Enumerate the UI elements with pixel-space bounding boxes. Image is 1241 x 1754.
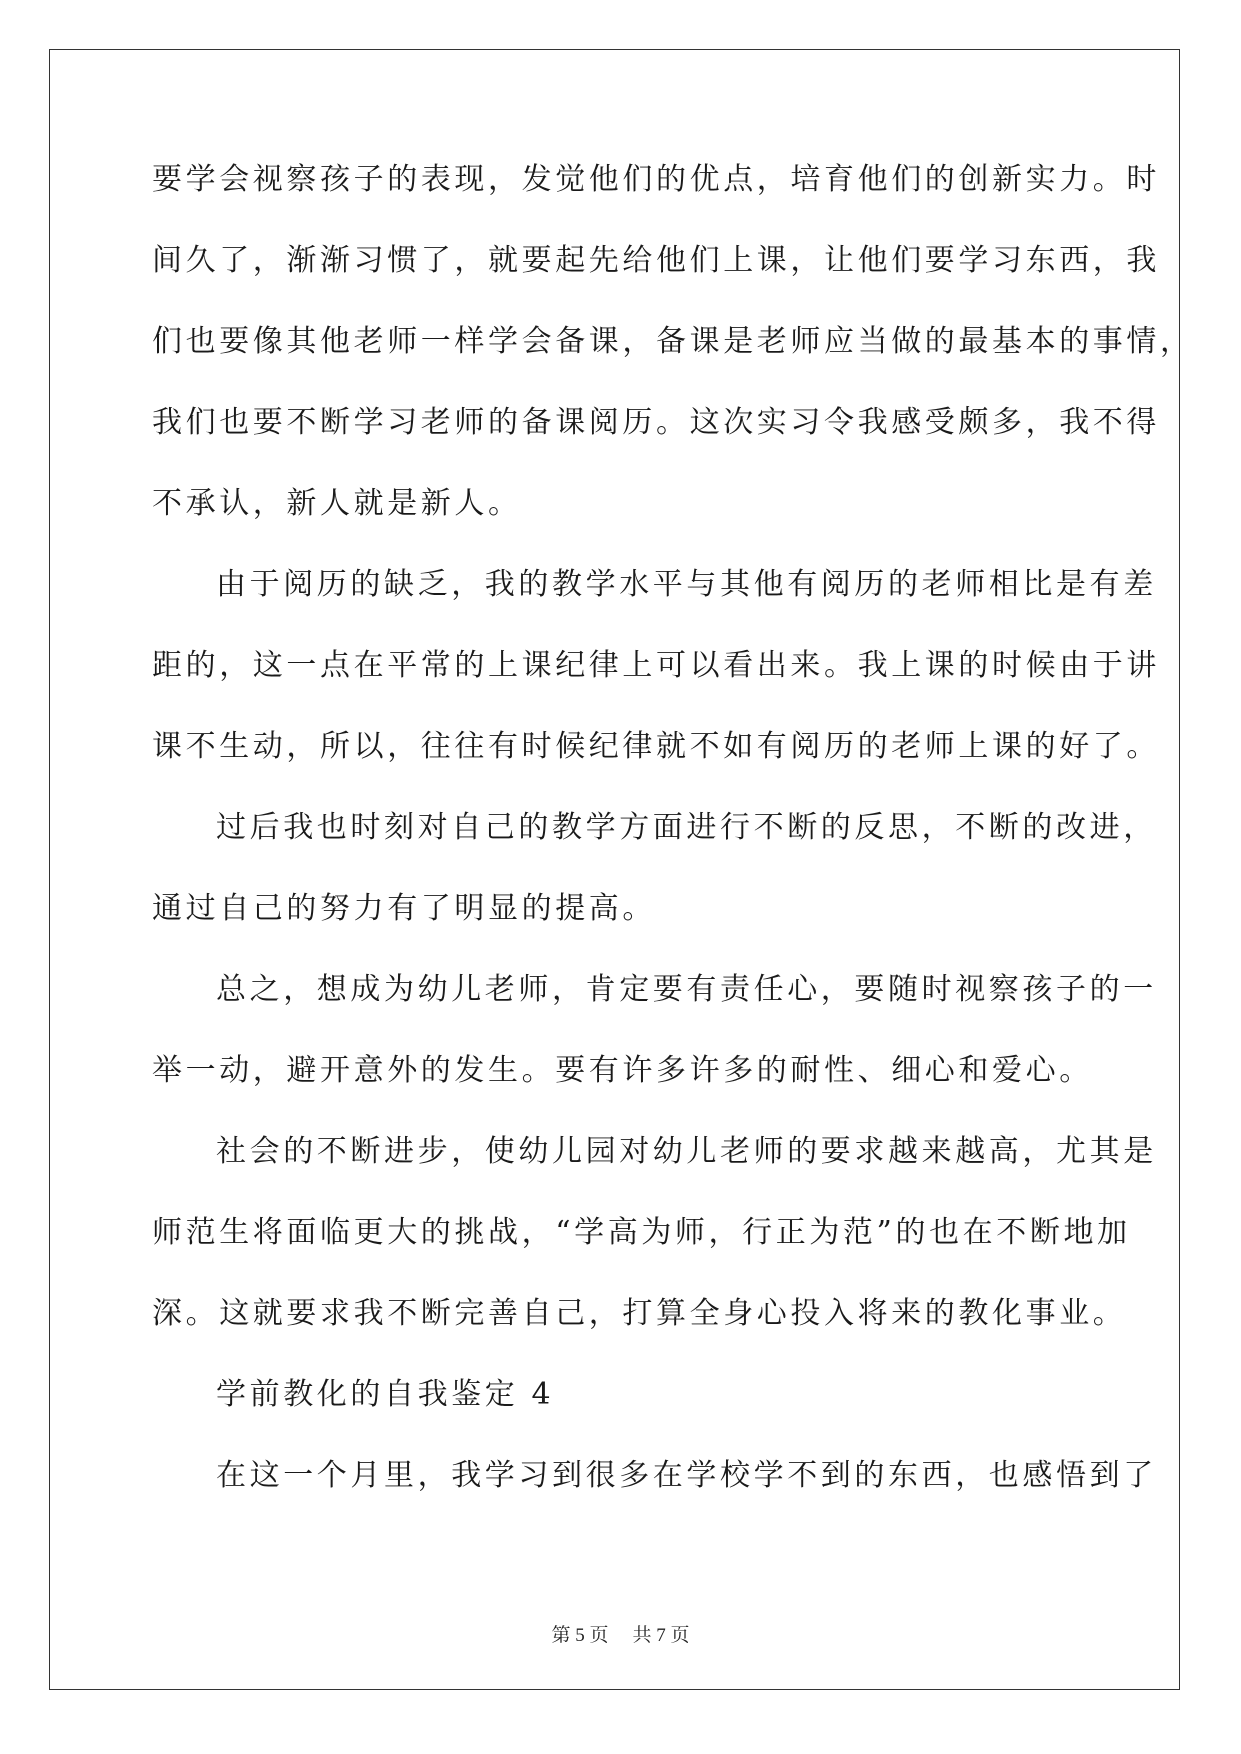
text-line: 社会的不断进步，使幼儿园对幼儿老师的要求越来越高，尤其是 xyxy=(216,1134,1157,1169)
text-line: 要学会视察孩子的表现，发觉他们的优点，培育他们的创新实力。时 xyxy=(152,162,1160,197)
section-heading: 学前教化的自我鉴定 4 xyxy=(216,1377,555,1412)
text-line: 们也要像其他老师一样学会备课，备课是老师应当做的最基本的事情， xyxy=(152,324,1194,359)
text-line: 在这一个月里，我学习到很多在学校学不到的东西，也感悟到了 xyxy=(216,1458,1157,1493)
text-line: 由于阅历的缺乏，我的教学水平与其他有阅历的老师相比是有差 xyxy=(216,567,1157,602)
text-line: 课不生动，所以，往往有时候纪律就不如有阅历的老师上课的好了。 xyxy=(152,729,1160,764)
text-line: 我们也要不断学习老师的备课阅历。这次实习令我感受颇多，我不得 xyxy=(152,405,1160,440)
page-number: 第 5 页 xyxy=(551,1625,609,1646)
text-line: 师范生将面临更大的挑战，“学高为师，行正为范”的也在不断地加 xyxy=(152,1215,1131,1250)
text-line: 举一动，避开意外的发生。要有许多许多的耐性、细心和爱心。 xyxy=(152,1053,1093,1088)
text-line: 距的，这一点在平常的上课纪律上可以看出来。我上课的时候由于讲 xyxy=(152,648,1160,683)
text-line: 不承认，新人就是新人。 xyxy=(152,486,522,521)
text-line: 通过自己的努力有了明显的提高。 xyxy=(152,891,656,926)
text-line: 深。这就要求我不断完善自己，打算全身心投入将来的教化事业。 xyxy=(152,1296,1127,1331)
text-line: 总之，想成为幼儿老师，肯定要有责任心，要随时视察孩子的一 xyxy=(216,972,1157,1007)
text-line: 过后我也时刻对自己的教学方面进行不断的反思，不断的改进， xyxy=(216,810,1157,845)
page-footer xyxy=(0,1620,1241,1647)
document-body xyxy=(152,160,1194,1537)
text-line: 间久了，渐渐习惯了，就要起先给他们上课，让他们要学习东西，我 xyxy=(152,243,1160,278)
page-total: 共 7 页 xyxy=(632,1625,690,1646)
